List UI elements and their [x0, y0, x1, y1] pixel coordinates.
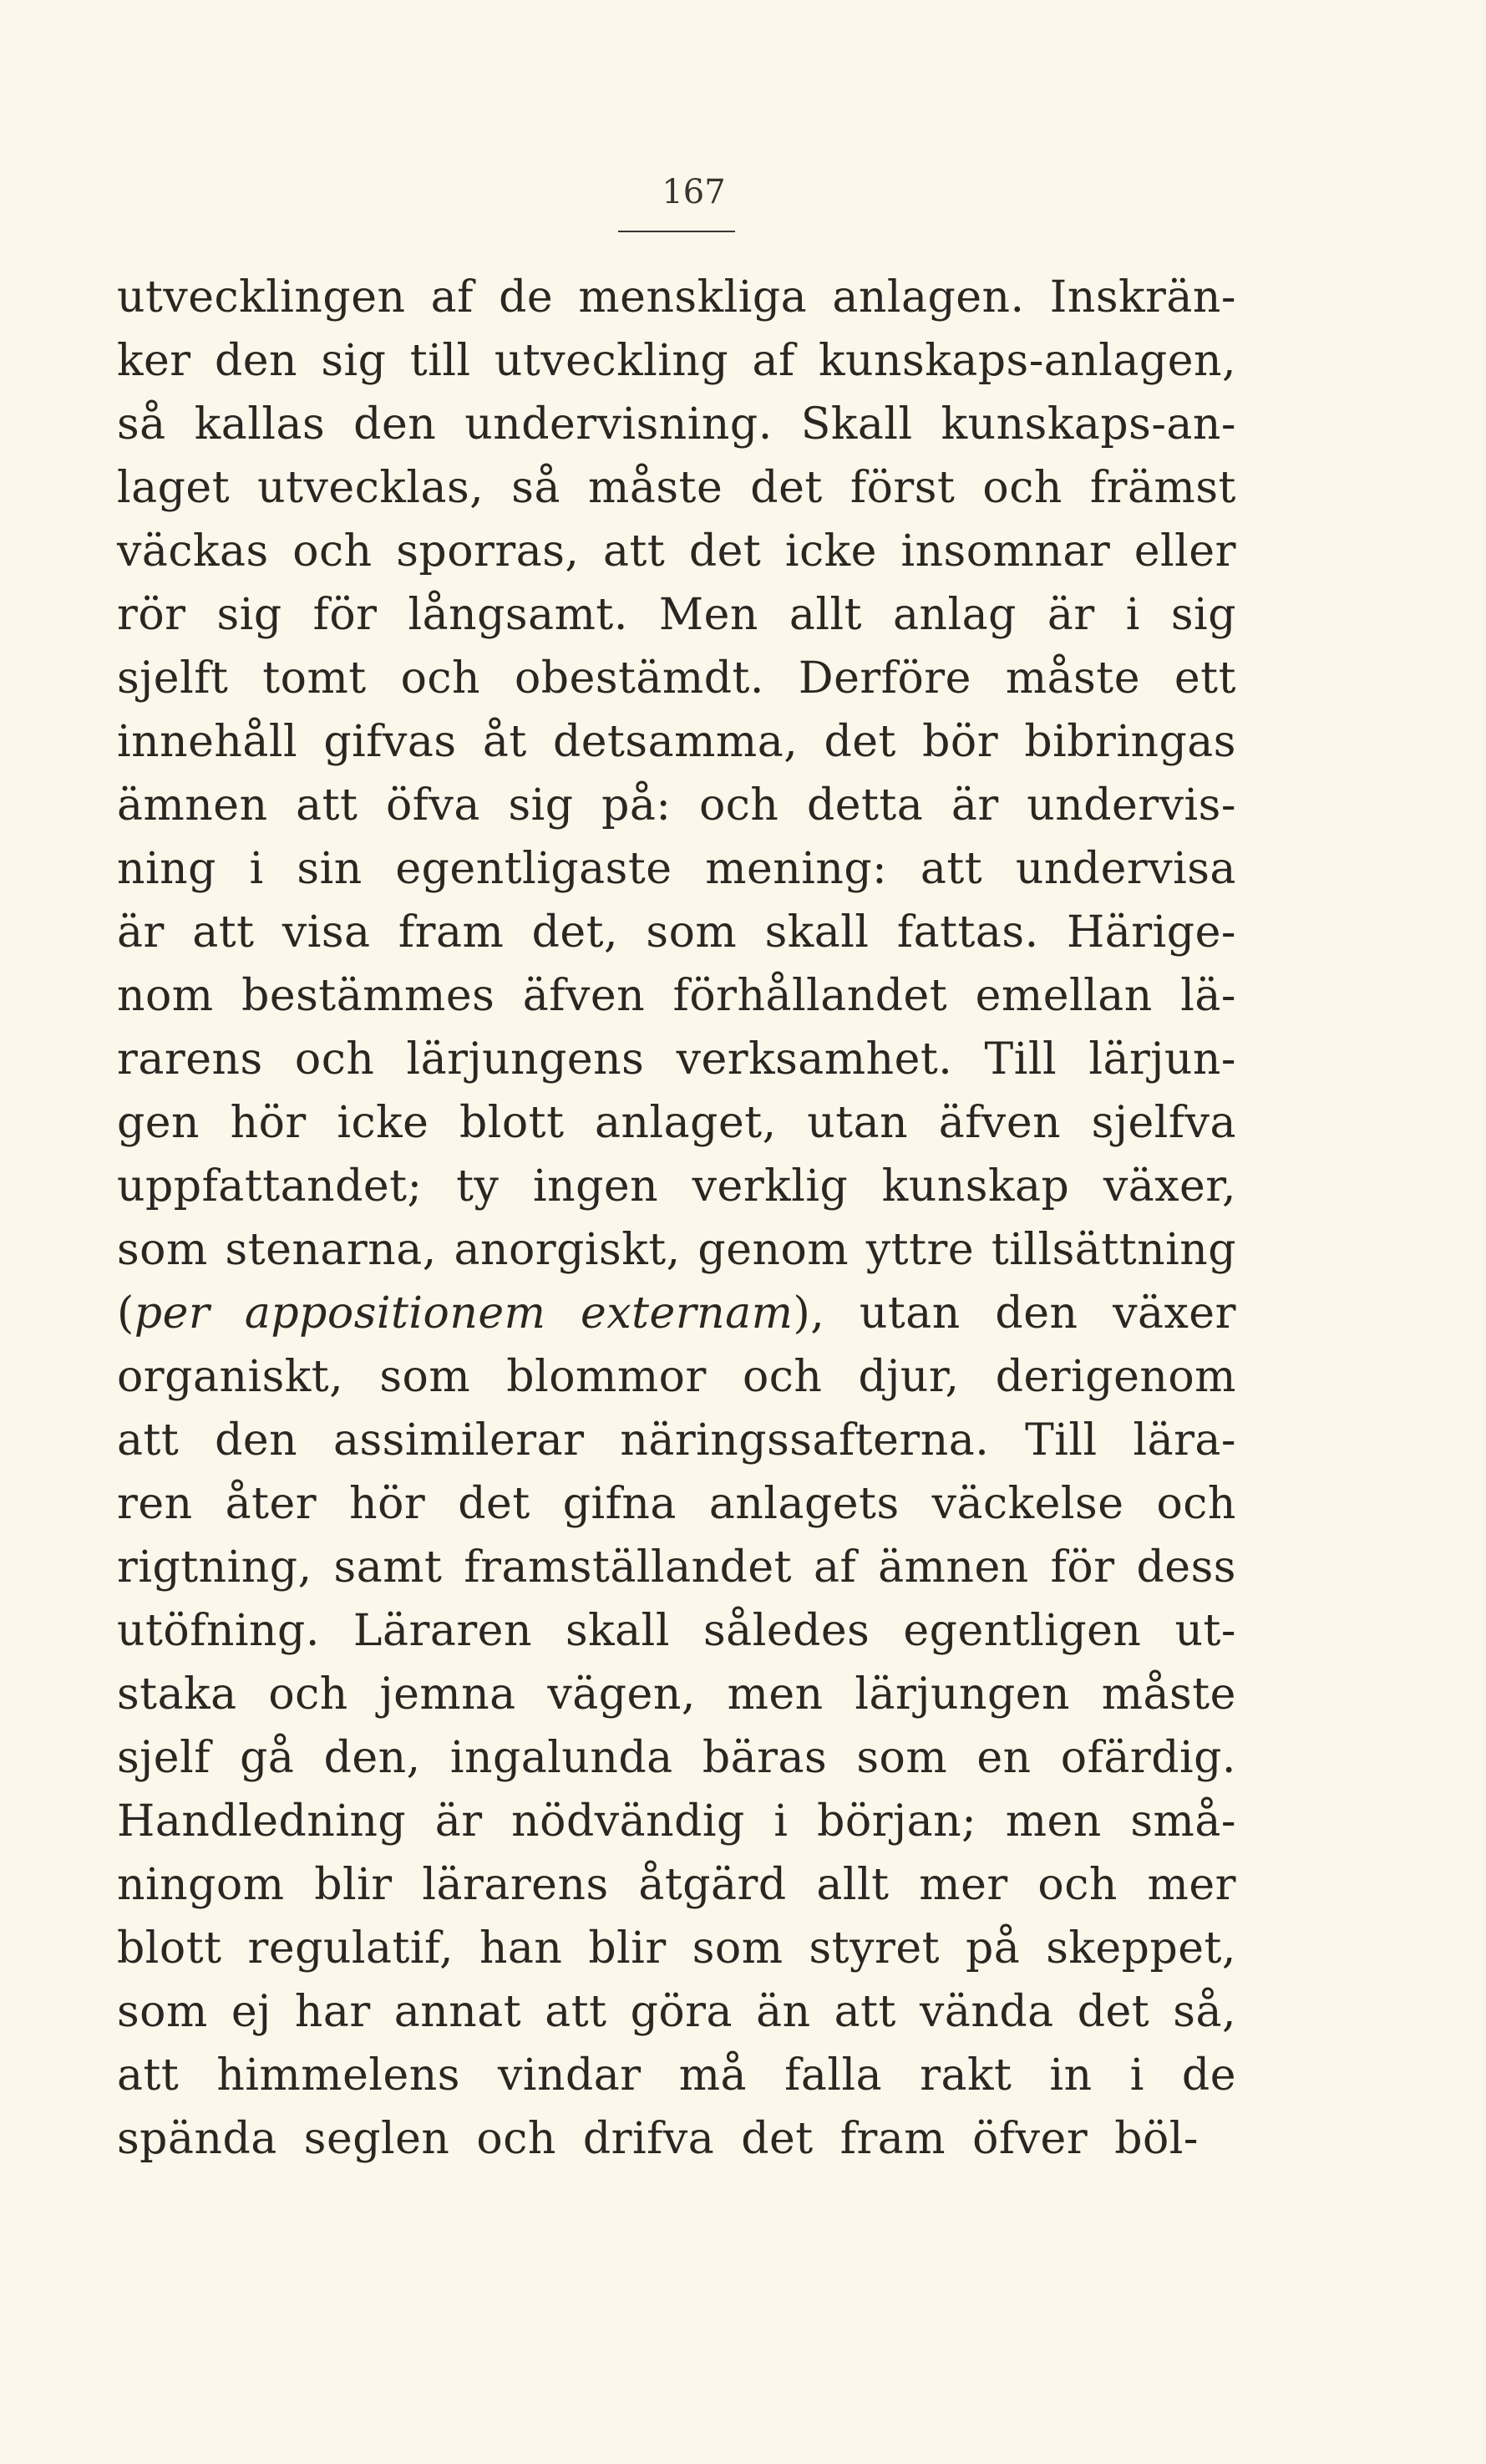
- word: sig: [508, 780, 574, 831]
- word: måste: [1005, 653, 1140, 704]
- word: in: [1049, 2050, 1093, 2101]
- word: ämnen: [878, 1542, 1029, 1593]
- word: således: [703, 1606, 870, 1656]
- word: förhållandet: [672, 971, 948, 1021]
- text-line: [117, 1599, 1236, 1663]
- word: lä-: [1180, 971, 1236, 1021]
- word: men: [727, 1669, 824, 1720]
- word: växer: [1113, 1288, 1236, 1339]
- word: nödvändig: [511, 1796, 745, 1847]
- word: än: [756, 1987, 811, 2037]
- word: sig: [1170, 590, 1236, 640]
- text-line: [117, 1536, 1236, 1599]
- page-number: 167: [662, 173, 726, 211]
- word: och: [476, 2114, 556, 2164]
- word: den: [214, 336, 298, 386]
- text-line: [117, 1726, 1236, 1790]
- word: små-: [1130, 1796, 1236, 1847]
- word: i: [773, 1796, 789, 1847]
- word: seglen: [303, 2114, 450, 2164]
- text-line: [117, 1282, 1236, 1345]
- word: fram: [398, 907, 505, 958]
- word: anlaget,: [595, 1098, 777, 1148]
- word: Derföre: [798, 653, 971, 704]
- word: skall: [764, 907, 870, 958]
- word: rigtning,: [117, 1542, 312, 1593]
- word: utan: [807, 1098, 909, 1148]
- word: bäras: [702, 1733, 828, 1783]
- word: den: [995, 1288, 1078, 1339]
- word: nom: [117, 971, 214, 1021]
- word: åt: [482, 717, 527, 767]
- word: hör: [230, 1098, 307, 1148]
- word: och: [400, 653, 481, 704]
- word: äfven: [522, 971, 646, 1021]
- text-line: [117, 774, 1236, 837]
- word: vindar: [498, 2050, 642, 2101]
- word: egentligen: [903, 1606, 1142, 1656]
- word: Till: [1025, 1415, 1098, 1466]
- word: skeppet,: [1046, 1923, 1236, 1974]
- text-body: [117, 266, 1236, 2171]
- word: egentligaste: [395, 844, 672, 894]
- word: ningom: [117, 1860, 285, 1910]
- word: växer,: [1103, 1161, 1236, 1212]
- word: rarens: [117, 1034, 263, 1085]
- text-line: [117, 1028, 1236, 1091]
- word: det: [458, 1479, 530, 1529]
- word: och: [294, 1034, 375, 1085]
- word: på:: [601, 780, 672, 831]
- word: åter: [225, 1479, 317, 1529]
- word: blommor: [506, 1352, 707, 1402]
- text-line: [117, 1917, 1236, 1980]
- word: ej: [231, 1987, 271, 2037]
- word: blir: [588, 1923, 667, 1974]
- word: så: [511, 463, 560, 513]
- word: den,: [323, 1733, 421, 1783]
- word: den: [353, 399, 437, 450]
- word: sig: [216, 590, 282, 640]
- word: först: [850, 463, 956, 513]
- word: i: [249, 844, 264, 894]
- word: ofärdig.: [1060, 1733, 1236, 1783]
- word: måste: [1101, 1669, 1236, 1720]
- word: utvecklingen: [117, 272, 406, 323]
- word: spända: [117, 2114, 277, 2164]
- text-line: [117, 1853, 1236, 1917]
- word: utan: [859, 1288, 961, 1339]
- word: styret: [809, 1923, 940, 1974]
- word: assimilerar: [332, 1415, 585, 1466]
- word: undervisa: [1015, 844, 1236, 894]
- word: lärjun-: [1088, 1034, 1236, 1085]
- word: som: [379, 1352, 471, 1402]
- word: måste: [588, 463, 723, 513]
- word: organiskt,: [117, 1352, 344, 1402]
- word: att: [192, 907, 255, 958]
- word: så,: [1173, 1987, 1236, 2037]
- word: allt: [789, 590, 863, 640]
- word: i: [1125, 590, 1140, 640]
- word: sin: [297, 844, 363, 894]
- word: kunskaps-an-: [941, 399, 1236, 450]
- word: af: [752, 336, 795, 386]
- word: att: [834, 1987, 896, 2037]
- word: sjelf: [117, 1733, 210, 1783]
- word: det,: [531, 907, 619, 958]
- word: djur,: [858, 1352, 960, 1402]
- word: är: [951, 780, 999, 831]
- word: är: [117, 907, 165, 958]
- word: gifna: [562, 1479, 677, 1529]
- text-line: [117, 1663, 1236, 1726]
- word: icke: [784, 526, 877, 577]
- text-line: [117, 393, 1236, 456]
- word: derigenom: [995, 1352, 1236, 1402]
- word: att: [545, 1987, 607, 2037]
- word: för: [312, 590, 378, 640]
- word: kunskap: [881, 1161, 1070, 1212]
- word: det: [741, 2114, 814, 2164]
- word: de: [1181, 2050, 1236, 2101]
- word: sjelft: [117, 653, 229, 704]
- word: utvecklas,: [257, 463, 484, 513]
- word: mer: [1147, 1860, 1236, 1910]
- word: öfver: [972, 2114, 1088, 2164]
- word: rör: [117, 590, 186, 640]
- word: göra: [630, 1987, 733, 2037]
- text-line: [117, 1472, 1236, 1536]
- word: obestämdt.: [514, 653, 764, 704]
- word: och: [268, 1669, 348, 1720]
- word: lärarens: [422, 1860, 609, 1910]
- word: allt: [816, 1860, 890, 1910]
- word: som: [692, 1923, 784, 1974]
- word: gå: [240, 1733, 295, 1783]
- word: främst: [1089, 463, 1236, 513]
- text-line: [117, 710, 1236, 774]
- word: så: [117, 399, 166, 450]
- text-line: [117, 583, 1236, 647]
- word: ingen: [532, 1161, 659, 1212]
- word: är: [434, 1796, 483, 1847]
- word: annat: [393, 1987, 522, 2037]
- word: Skall: [800, 399, 913, 450]
- word: detsamma,: [552, 717, 799, 767]
- text-line: [117, 456, 1236, 520]
- text-line: [117, 964, 1236, 1028]
- word: menskliga: [578, 272, 808, 323]
- word: sig: [321, 336, 387, 386]
- word: och: [292, 526, 373, 577]
- word: af: [430, 272, 474, 323]
- word: visa: [281, 907, 371, 958]
- word: bibringas: [1024, 717, 1236, 767]
- word: åtgärd: [638, 1860, 787, 1910]
- word: äfven: [938, 1098, 1062, 1148]
- word: anlagets: [708, 1479, 900, 1529]
- word: Härige-: [1066, 907, 1236, 958]
- text-line: [117, 837, 1236, 901]
- word: det: [688, 526, 762, 577]
- word: drifva: [582, 2114, 715, 2164]
- word: till: [409, 336, 471, 386]
- word: tillsättning: [991, 1225, 1236, 1275]
- word: må: [678, 2050, 748, 2101]
- word: kunskaps-anlagen,: [819, 336, 1236, 386]
- word: en: [976, 1733, 1032, 1783]
- word: gen: [117, 1098, 200, 1148]
- word: utveckling: [494, 336, 729, 386]
- word: falla: [784, 2050, 883, 2101]
- word: lärjungen: [855, 1669, 1071, 1720]
- word: stenarna,: [225, 1225, 437, 1275]
- word: kallas: [194, 399, 326, 450]
- word: den: [215, 1415, 298, 1466]
- word: staka: [117, 1669, 237, 1720]
- word: sporras,: [396, 526, 580, 577]
- word: och: [742, 1352, 823, 1402]
- word: verksamhet.: [676, 1034, 953, 1085]
- word: att: [296, 780, 358, 831]
- word: (per: [117, 1288, 210, 1339]
- word: eller: [1134, 526, 1236, 577]
- word: ingalunda: [449, 1733, 673, 1783]
- word: och: [1037, 1860, 1118, 1910]
- word: i: [1129, 2050, 1144, 2101]
- word: och: [982, 463, 1063, 513]
- word: hör: [349, 1479, 426, 1529]
- word: af: [814, 1542, 857, 1593]
- word: att: [117, 1415, 180, 1466]
- word: fram: [839, 2114, 946, 2164]
- word: ker: [117, 336, 191, 386]
- word: de: [499, 272, 554, 323]
- word: det: [1077, 1987, 1150, 2037]
- text-line: [117, 329, 1236, 393]
- word: Läraren: [352, 1606, 532, 1656]
- text-line: [117, 1980, 1236, 2044]
- word: anlagen.: [832, 272, 1025, 323]
- word: bestämmes: [241, 971, 495, 1021]
- word: Inskrän-: [1049, 272, 1236, 323]
- word: vägen,: [547, 1669, 696, 1720]
- word: himmelens: [216, 2050, 460, 2101]
- text-line: [117, 266, 1236, 329]
- word: som: [856, 1733, 948, 1783]
- word: regulatif,: [247, 1923, 454, 1974]
- word: undervis-: [1027, 780, 1236, 831]
- word: uppfattandet;: [117, 1161, 423, 1212]
- word: ämnen: [117, 780, 268, 831]
- word: laget: [117, 463, 231, 513]
- word: insomnar: [900, 526, 1111, 577]
- word: är: [1047, 590, 1095, 640]
- word: lärjungens: [406, 1034, 645, 1085]
- word: externam),: [581, 1288, 825, 1339]
- text-line: [117, 1218, 1236, 1282]
- word: långsamt.: [408, 590, 628, 640]
- word: blott: [117, 1923, 222, 1974]
- word: detta: [806, 780, 924, 831]
- word: har: [294, 1987, 371, 2037]
- text-line: [117, 1409, 1236, 1472]
- text-line: [117, 1790, 1236, 1853]
- word: böl-: [1114, 2114, 1199, 2164]
- word: fattas.: [896, 907, 1039, 958]
- word: väckelse: [931, 1479, 1124, 1529]
- word: bör: [922, 717, 999, 767]
- text-line: [117, 647, 1236, 710]
- word: men: [1005, 1796, 1102, 1847]
- word: näringssafterna.: [620, 1415, 990, 1466]
- word: rakt: [920, 2050, 1012, 2101]
- word: appositionem: [244, 1288, 546, 1339]
- word: innehåll: [117, 717, 298, 767]
- word: Handledning: [117, 1796, 407, 1847]
- word: blott: [459, 1098, 565, 1148]
- word: väckas: [117, 526, 269, 577]
- word: ning: [117, 844, 216, 894]
- word: vända: [920, 1987, 1054, 2037]
- word: öfva: [385, 780, 480, 831]
- word: emellan: [975, 971, 1153, 1021]
- word: tomt: [262, 653, 367, 704]
- word: Till: [984, 1034, 1057, 1085]
- word: anorgiskt,: [454, 1225, 681, 1275]
- text-line: [117, 901, 1236, 964]
- word: samt: [333, 1542, 443, 1593]
- word: och: [1156, 1479, 1236, 1529]
- word: verklig: [692, 1161, 849, 1212]
- text-line: [117, 1155, 1236, 1218]
- word: undervisning.: [464, 399, 773, 450]
- word: ty: [456, 1161, 500, 1212]
- word: början;: [817, 1796, 977, 1847]
- word: anlag: [893, 590, 1017, 640]
- word: att: [602, 526, 666, 577]
- word: blir: [314, 1860, 393, 1910]
- text-line: [117, 1345, 1236, 1409]
- word: på: [965, 1923, 1021, 1974]
- text-line: [117, 2044, 1236, 2107]
- header-rule: [618, 231, 735, 232]
- word: jemna: [379, 1669, 516, 1720]
- word: sjelfva: [1091, 1098, 1236, 1148]
- word: mening:: [705, 844, 888, 894]
- word: mer: [919, 1860, 1008, 1910]
- text-line: [117, 520, 1236, 583]
- word: för: [1050, 1542, 1115, 1593]
- word: utöfning.: [117, 1606, 320, 1656]
- word: som: [646, 907, 738, 958]
- word: det: [824, 717, 896, 767]
- word: ren: [117, 1479, 193, 1529]
- word: ett: [1174, 653, 1236, 704]
- word: som: [117, 1225, 208, 1275]
- word: det: [750, 463, 823, 513]
- text-line: [117, 1091, 1236, 1155]
- word: framställandet: [464, 1542, 793, 1593]
- word: att: [920, 844, 983, 894]
- word: gifvas: [323, 717, 457, 767]
- text-line: [117, 2107, 1236, 2171]
- word: och: [698, 780, 779, 831]
- word: att: [117, 2050, 180, 2101]
- word: Men: [658, 590, 758, 640]
- word: genom: [697, 1225, 850, 1275]
- word: han: [479, 1923, 563, 1974]
- word: skall: [565, 1606, 670, 1656]
- word: som: [117, 1987, 208, 2037]
- word: dess: [1136, 1542, 1236, 1593]
- word: ut-: [1174, 1606, 1236, 1656]
- word: lära-: [1133, 1415, 1236, 1466]
- word: yttre: [865, 1225, 975, 1275]
- word: icke: [337, 1098, 429, 1148]
